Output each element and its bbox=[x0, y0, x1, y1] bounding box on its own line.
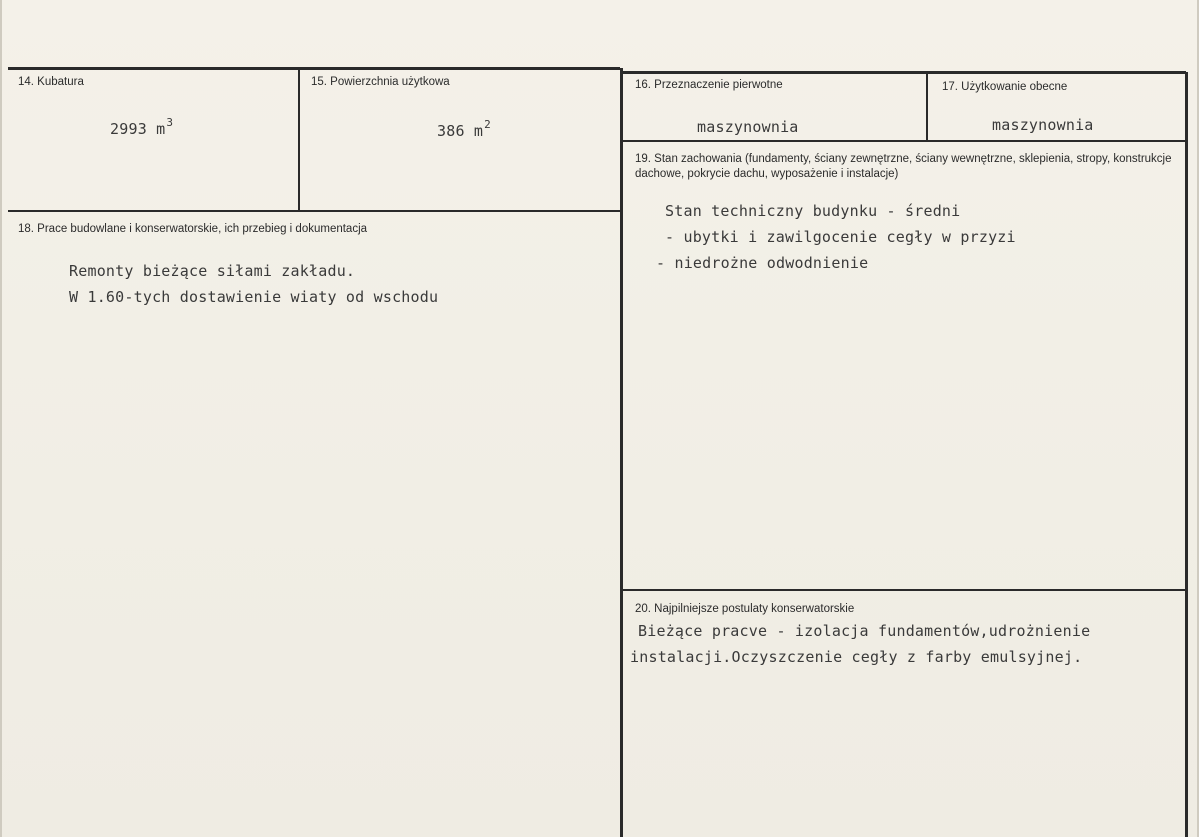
divider-above-20 bbox=[622, 589, 1186, 591]
field-14-label: 14. Kubatura bbox=[18, 76, 84, 88]
field-20-line-2: instalacji.Oczyszczenie cegły z farby emulsyjnej. bbox=[630, 648, 1083, 666]
kubatura-value: 2993 m bbox=[110, 120, 166, 138]
kubatura-unit-exponent: 3 bbox=[166, 116, 174, 129]
field-18-line-2: W 1.60-tych dostawienie wiaty od wschodu bbox=[69, 288, 439, 306]
field-19-label: 19. Stan zachowania (fundamenty, ściany zewnętrzne, ściany wewnętrzne, sklepienia, stropy, konstrukcje dachowe, pokrycie dachu, wyposażenie i instalacje) bbox=[635, 153, 1172, 180]
field-15-label: 15. Powierzchnia użytkowa bbox=[311, 76, 450, 88]
field-15-value bbox=[437, 118, 491, 140]
field-19-line-2: - ubytki i zawilgocenie cegły w przyzi bbox=[665, 228, 1016, 246]
divider-under-16-17 bbox=[622, 140, 1186, 142]
field-20-line-1: Bieżące pracve - izolacja fundamentów,udrożnienie bbox=[638, 622, 1091, 640]
field-20-label: 20. Najpilniejsze postulaty konserwatorskie bbox=[635, 603, 855, 615]
field-18-label: 18. Prace budowlane i konserwatorskie, ich przebieg i dokumentacja bbox=[18, 223, 368, 235]
field-16-label: 16. Przeznaczenie pierwotne bbox=[635, 79, 783, 91]
divider-v-main bbox=[620, 68, 623, 837]
divider-top-right bbox=[622, 71, 1186, 74]
divider-v-14-15 bbox=[298, 68, 300, 211]
field-17-value: maszynownia bbox=[992, 116, 1094, 134]
divider-v-right-edge bbox=[1185, 72, 1188, 837]
divider-v-16-17 bbox=[926, 72, 928, 142]
field-17-label: 17. Użytkowanie obecne bbox=[942, 81, 1068, 93]
divider-under-14-15 bbox=[8, 210, 620, 212]
field-18-line-1: Remonty bieżące siłami zakładu. bbox=[69, 262, 356, 280]
field-14-value bbox=[110, 116, 173, 138]
field-16-value: maszynownia bbox=[697, 118, 799, 136]
field-19-line-1: Stan techniczny budynku - średni bbox=[665, 202, 961, 220]
powierzchnia-value: 386 m bbox=[437, 122, 484, 140]
divider-top-left bbox=[8, 67, 620, 70]
field-19-line-3: - niedrożne odwodnienie bbox=[656, 254, 869, 272]
powierzchnia-unit-exponent: 2 bbox=[484, 118, 491, 131]
